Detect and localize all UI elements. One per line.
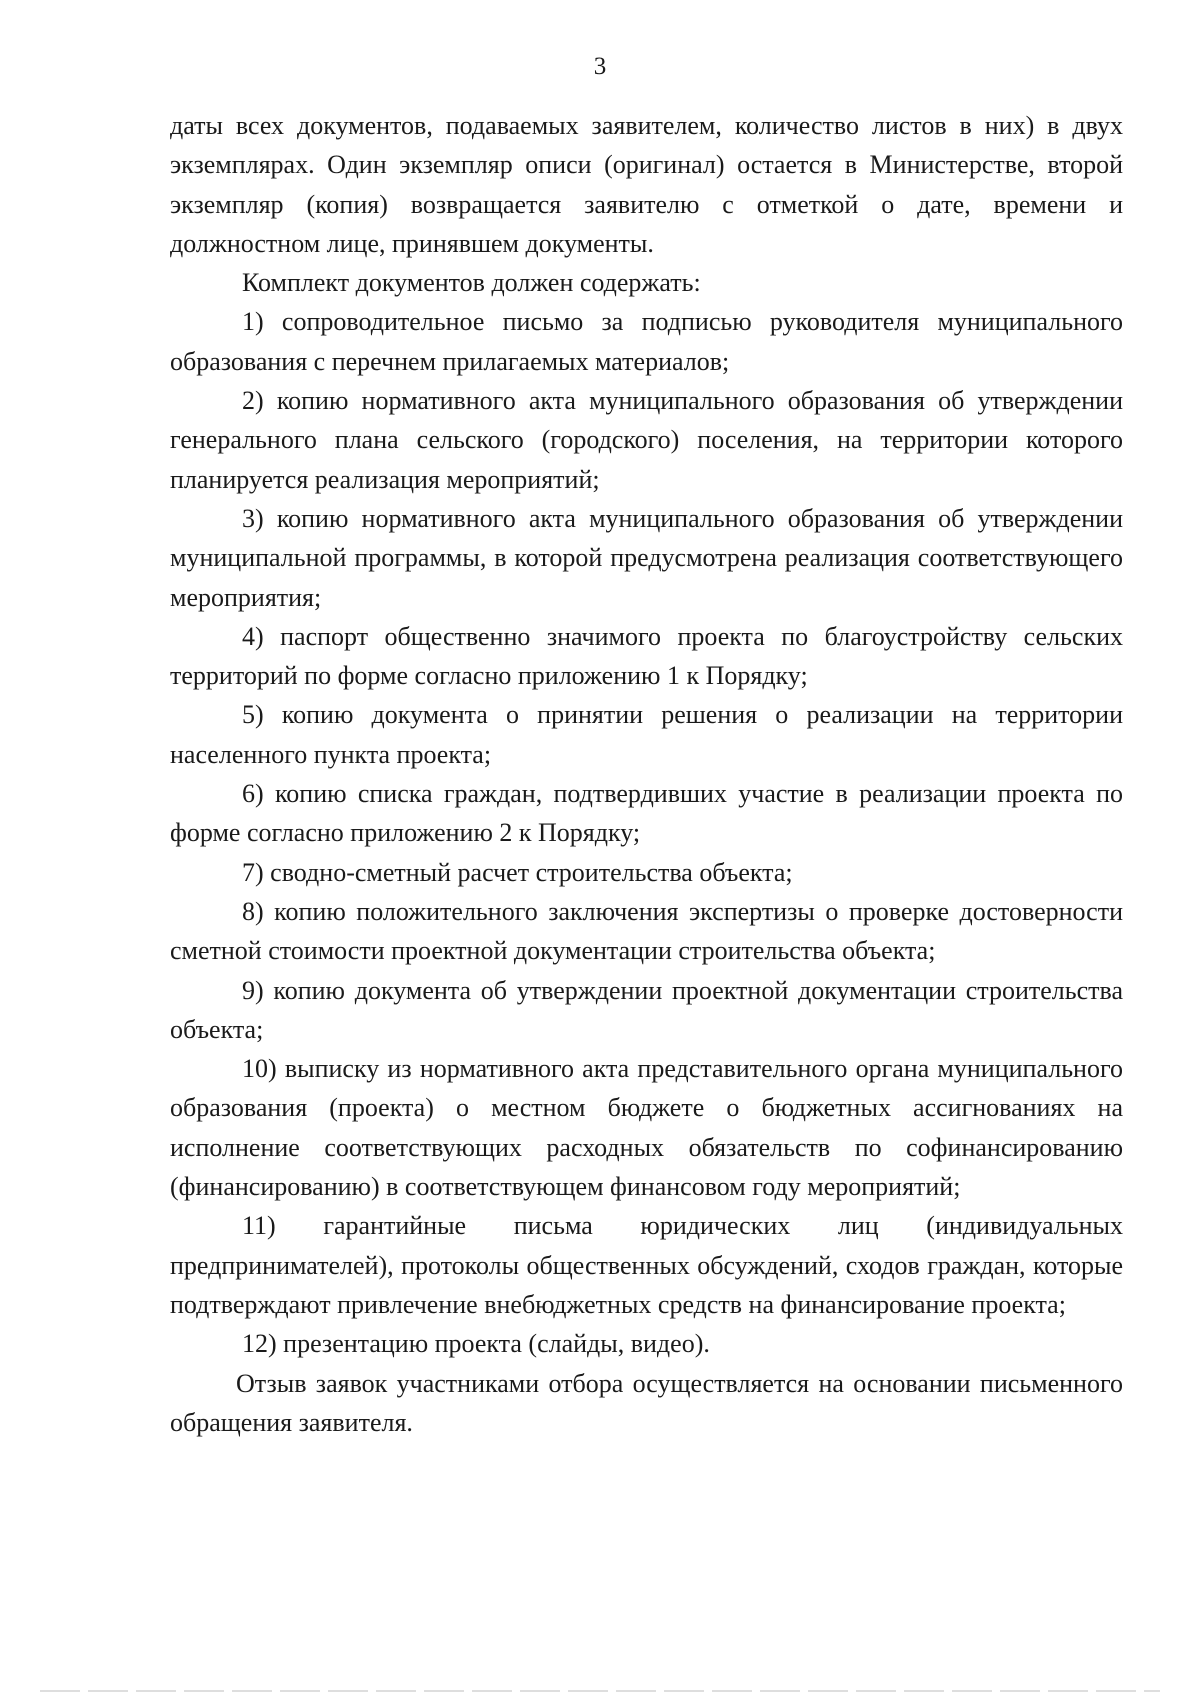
list-item-6: 6) копию списка граждан, подтвердивших участие в реализации проекта по форме согласно приложению 2 к Порядку;: [170, 779, 1123, 848]
list-item-4: 4) паспорт общественно значимого проекта по благоустройству сельских территорий по форме согласно приложению 1 к Порядку;: [170, 621, 1123, 691]
list-item-3: 3) копию нормативного акта муниципального образования об утверждении муниципальной программы, в которой предусмотрена реализация соответствующего мероприятия;: [170, 503, 1123, 612]
list-item-12: 12) презентацию проекта (слайды, видео).: [242, 1329, 710, 1359]
list-item-11: 11) гарантийные письма юридических лиц (индивидуальных предпринимателей), протоколы общественных обсуждений, сходов граждан, которые подтверждают привлечение внебюджетных средств на финансирование проекта;: [170, 1211, 1123, 1319]
list-item-7: 7) сводно-сметный расчет строительства объекта;: [242, 857, 793, 887]
list-item-1: 1) сопроводительное письмо за подписью руководителя муниципального образования с перечнем прилагаемых материалов;: [170, 307, 1123, 376]
page-number: 3: [593, 53, 607, 80]
list-item-9: 9) копию документа об утверждении проектной документации строительства объекта;: [170, 975, 1123, 1044]
list-item-10: 10) выписку из нормативного акта представительного органа муниципального образования (проекта) о местном бюджете о бюджетных ассигнованиях на исполнение соответствующих расходных обязательств по софинансированию (финансированию) в соответствующем финансовом году мероприятий;: [170, 1054, 1123, 1202]
paragraph-package-intro: Комплект документов должен содержать:: [242, 268, 701, 298]
document-body: [170, 106, 1123, 1442]
list-item-8: 8) копию положительного заключения экспертизы о проверке достоверности сметной стоимости проектной документации строительства объекта;: [170, 896, 1123, 966]
paragraph-withdrawal: Отзыв заявок участниками отбора осуществляется на основании письменного обращения заявителя.: [170, 1368, 1123, 1437]
scan-artifact-line: [40, 1690, 1160, 1692]
list-item-2: 2) копию нормативного акта муниципального образования об утверждении генерального плана сельского (городского) поселения, на территории которого планируется реализация мероприятий;: [170, 386, 1123, 494]
list-item-5: 5) копию документа о принятии решения о реализации на территории населенного пункта проекта;: [170, 700, 1123, 769]
paragraph-continuation: даты всех документов, подаваемых заявителем, количество листов в них) в двух экземплярах. Один экземпляр описи (оригинал) остается в Министерстве, второй экземпляр (копия) возвращается заявителю с отметкой о дате, времени и должностном лице, принявшем документы.: [170, 111, 1123, 258]
